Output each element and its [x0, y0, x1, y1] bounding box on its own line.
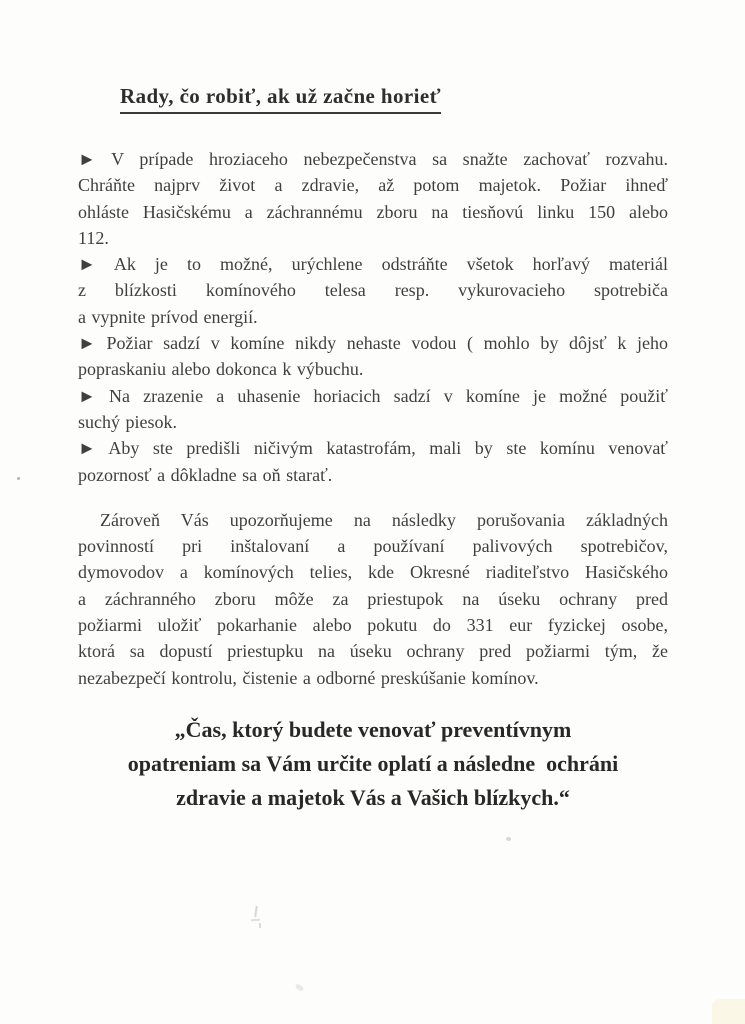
scan-artifact-corner-stain [712, 999, 745, 1024]
text-line: ► Na zrazenie a uhasenie horiacich sadzí v komíne je možné použiť [78, 385, 668, 406]
scan-artifact-speck [294, 983, 304, 992]
bullet-paragraph-chimney-care [78, 435, 668, 488]
document-body [78, 146, 668, 815]
text-line: Zároveň Vás upozorňujeme na následky porušovania základných [100, 509, 668, 530]
bullet-paragraph-emergency [78, 146, 668, 251]
text-line: ktorá sa dopustí priestupku na úseku ochrany pred požiarmi tým, že [78, 641, 668, 662]
text-line: a vypnite prívod energií. [78, 306, 258, 327]
quote-line: opatreniam sa Vám určite oplatí a následne ochráni [127, 750, 619, 776]
scan-artifact-speck [506, 837, 511, 841]
text-line: ► Aby ste predišli ničivým katastrofám, mali by ste komínu venovať [78, 438, 668, 459]
scan-artifact-speck [17, 477, 20, 480]
warning-paragraph [78, 507, 668, 691]
scan-artifact-smudge [259, 923, 261, 928]
text-line: pozornosť a dôkladne sa oň starať. [78, 464, 333, 485]
text-line: a záchranného zboru môže za priestupok na úseku ochrany pred [78, 588, 668, 609]
text-line: suchý piesok. [78, 411, 177, 432]
text-line: z blízkosti komínového telesa resp. vykurovacieho spotrebiča [78, 280, 668, 301]
document-title: Rady, čo robiť, ak už začne horieť [120, 84, 441, 114]
scan-artifact-smudge [254, 906, 258, 917]
text-line: povinností pri inštalovaní a používaní palivových spotrebičov, [78, 536, 668, 557]
text-line: Chráňte najprv život a zdravie, až potom majetok. Požiar ihneď [78, 175, 668, 196]
text-line: dymovodov a komínových telies, kde Okresné riaditeľstvo Hasičského [78, 562, 668, 583]
bullet-paragraph-remove-material [78, 251, 668, 330]
text-line: požiarmi uložiť pokarhanie alebo pokutu do 331 eur fyzickej osobe, [78, 615, 668, 636]
bullet-paragraph-dry-sand [78, 383, 668, 436]
quote-line: „Čas, ktorý budete venovať preventívnym [174, 716, 572, 742]
bullet-paragraph-no-water [78, 330, 668, 383]
text-line: popraskaniu alebo dokonca k výbuchu. [78, 359, 364, 380]
scan-artifact-smudge [251, 919, 260, 922]
text-line: ► Ak je to možné, urýchlene odstráňte všetok horľavý materiál [78, 254, 668, 275]
text-line: ► V prípade hroziaceho nebezpečenstva sa snažte zachovať rozvahu. [78, 149, 668, 169]
quote-line: zdravie a majetok Vás a Vašich blízkych.“ [176, 784, 570, 810]
paragraph-gap [78, 488, 668, 507]
text-line: ohláste Hasičskému a záchrannému zboru na tiesňovú linku 150 alebo [78, 201, 668, 222]
paragraph-gap [78, 691, 668, 713]
text-line: 112. [78, 227, 109, 248]
text-line: ► Požiar sadzí v komíne nikdy nehaste vodou ( mohlo by dôjsť k jeho [78, 333, 668, 354]
text-line: nezabezpečí kontrolu, čistenie a odborné preskúšanie komínov. [78, 667, 539, 688]
closing-quote [78, 713, 668, 815]
